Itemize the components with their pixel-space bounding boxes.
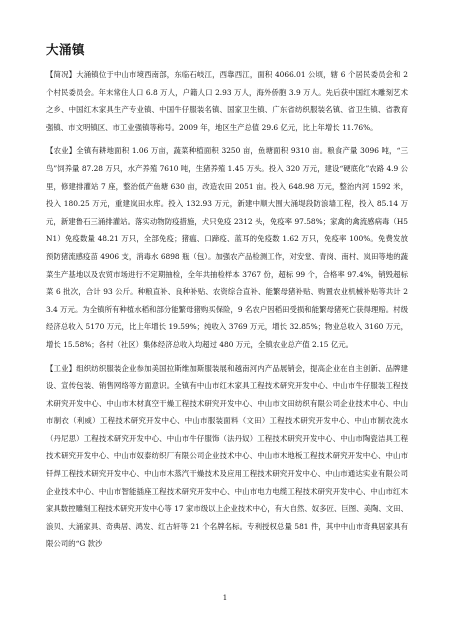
section-text: 大涌镇位于中山市境西南部，东临石岐江，西靠西江，面积 4066.01 公顷，辖 6 个居民委员会和 2 个村民委员会。年末常住人口 6.8 万人，户籍人口 2.93 万人，海外侨胞 3.9 万人。先后获中国红木雕刻艺术之乡、中国红木家具生产专业镇、中国牛仔服装名镇、国家卫生镇、广东省纺织服装名镇、省卫生镇、省教育强镇、市文明镇区、市工业强镇等称号。2009 年，地区生产总值 29.6 亿元，比上年增长 11.76%。 (46, 70, 408, 132)
section-tag: 【简况】 (46, 70, 77, 79)
section-industry (46, 360, 408, 554)
section-tag: 【农业】 (46, 146, 77, 156)
document-body (46, 66, 408, 559)
section-agriculture (46, 142, 408, 353)
page-number: 1 (222, 594, 228, 602)
page-title: 大涌镇 (46, 42, 86, 57)
section-tag: 【工业】 (46, 363, 77, 373)
section-text: 组织纺织服装企业参加美国拉斯维加斯服装展和越南河内产品展销会，提高企业在自主创新、品牌建设、宣传包装、销售网络等方面意识。全镇有中山市红木家具工程技术研究开发中心、中山市牛仔服装工程技术研究开发中心、中山市木材真空干燥工程技术研究开发中心、中山市文田纺织有限公司企业技术中心、中山市制衣（利威）工程技术研究开发中心、中山市服装面料（文田）工程技术研究开发中心、中山市制衣洗水（丹尼思）工程技术研究开发中心、中山市牛仔服饰（法丹奴）工程技术研究开发中心、中山市陶瓷洁具工程技术研究开发中心、中山市奴泰纺织厂有限公司企业技术中心、中山市木地板工程技术研究开发中心、中山市钎焊工程技术研究开发中心、中山市木蒸汽干燥技术及应用工程技术研究开发中心、中山市通达实业有限公司企业技术中心、中山市智能插座工程技术研究开发中心、中山市电力电缆工程技术研究开发中心、中山市红木家具数控雕刻工程技术研究开发中心等 17 家市级以上企业技术中心，有大自然、奴多匠、巨图、美陶、文田、浪贝、大涌家具、奇典居、鸿发、红古轩等 21 个名牌名标。专利授权总量 581 件，其中中山市奇典居家具有限公司的“G 款沙 (46, 363, 408, 549)
section-overview (46, 66, 408, 136)
section-text: 全镇有耕地面积 1.06 万亩，蔬菜种植面积 3250 亩，鱼塘面积 9310 亩。粮食产量 3096 吨，“三鸟”饲养量 87.28 万只，水产养殖 7610 吨，生猪养殖 1.45 万头。投入 320 万元，建设“硬底化”农路 4.9 公里，修建排灌站 7 座，整治低产鱼塘 630 亩，改造农田 2051 亩。投入 648.98 万元，整治内河 1592 米，投入 180.25 万元，重建岚田水库。投入 132.93 万元，新建中顺大围大涌堤段防浪墙工程，投入 85.14 万元，新建鲁石三涌排灌站。落实动物防疫措施，犬只免疫 2312 头，免疫率 97.58%；家禽的禽流感病毒（H5N1）免疫数量 48.21 万只，全部免疫；猪瘟、口蹄疫、蓝耳的免疫数 1.62 万只，免疫率 100%。免费发放预防猪流感疫苗 4906 支，消毒水 6898 瓶（包）。加强农产品检测工作，对安堂、青岗、南村、岚田等地的蔬菜生产基地以及农贸市场进行不定期抽检，全年共抽检样本 3767 份，超标 99 个，合格率 97.4%，销毁超标菜 6 批次，合计 93 公斤。种粮直补、良种补贴、农资综合直补、能繁母猪补贴、购置农业机械补贴等共计 23.4 万元。为全镇所有种植水稻和部分能繁母猪购买保险，9 名农户因稻田受损和能繁母猪死亡获得理赔。村级经济总收入 5170 万元，比上年增长 19.59%；纯收入 3769 万元，增长 32.85%；物业总收入 3160 万元，增长 15.58%；各村（社区）集体经济总收入均超过 480 万元，全镇农业总产值 2.15 亿元。 (46, 146, 408, 349)
